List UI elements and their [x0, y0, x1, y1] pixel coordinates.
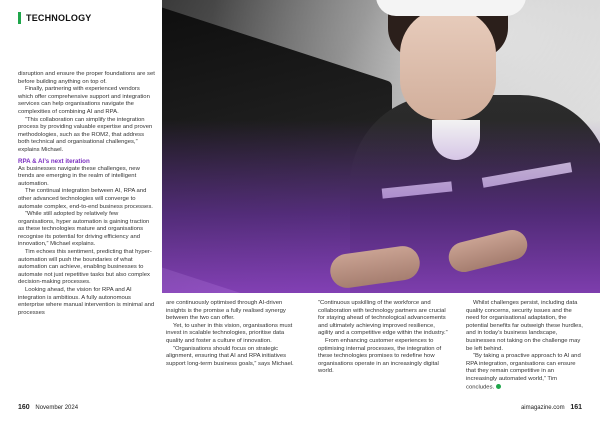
- paragraph: “While still adopted by relatively few organisations, hyper automation is gaining traction as these technologies mature and organisations recognise its potential for driving efficiency and innovation,” Michael explains.: [18, 211, 150, 248]
- paragraph: disruption and ensure the proper foundations are set before building anything on top of.: [18, 71, 155, 85]
- paragraph: As businesses navigate these challenges, new trends are emerging in the realm of intelligent automation.: [18, 165, 140, 187]
- paragraph: Looking ahead, the vision for RPA and AI integration is ambitious. A fully autonomous enterprise where manual intervention is minimal and processes: [18, 287, 155, 316]
- page-number-right: 161: [570, 404, 582, 411]
- end-of-article-icon: [496, 384, 501, 389]
- article-column-2: [166, 300, 296, 368]
- hero-photo: [162, 0, 600, 293]
- paragraph: “Organisations should focus on strategic alignment, ensuring that AI and RPA initiatives support long-term business goals,” says Michael.: [166, 345, 294, 367]
- article-column-1: [18, 71, 156, 317]
- article-column-3: [318, 300, 448, 376]
- paragraph: “This collaboration can simplify the integration process by providing valuable expertise and proven methodologies, such as the ROM2, that address both technical and organisational challenges,” explains Michael.: [18, 116, 153, 153]
- paragraph: are continuously optimised through AI-driven insights is the promise a fully realised synergy between the two can offer.: [166, 300, 286, 322]
- paragraph: From enhancing customer experiences to optimising internal processes, the integration of these technologies promises to redefine how organisations operate in an increasingly digital world.: [318, 337, 442, 375]
- paragraph: Finally, partnering with experienced vendors which offer comprehensive support and integration services can help organisations navigate the complexities of combining AI and RPA.: [18, 86, 150, 115]
- issue-date: November 2024: [35, 405, 79, 411]
- person-face-shape: [400, 8, 496, 120]
- paragraph: “Continuous upskilling of the workforce and collaboration with technology partners are crucial for staying ahead of technological advancements and ultimately achieving improved resilience, agility and a competitive edge within the industry.”: [318, 300, 448, 337]
- paragraph: Whilst challenges persist, including data quality concerns, security issues and the need for organisational adaptation, the potential benefits far outweigh these hurdles, and in today’s business landscape, businesses not taking on the challenge may be left behind.: [466, 300, 583, 352]
- section-accent-bar: [18, 12, 21, 24]
- paragraph: “By taking a proactive approach to AI and RPA integration, organisations can ensure that they remain competitive in an increasingly automated world,” Tim concludes.: [466, 353, 581, 391]
- site-url: aimagazine.com: [520, 405, 565, 411]
- paragraph: The continual integration between AI, RPA and other advanced technologies will converge to automate complex, end-to-end business processes.: [18, 188, 153, 210]
- footer-left: [18, 404, 78, 411]
- section-label: TECHNOLOGY: [26, 13, 92, 23]
- section-tag: [18, 12, 92, 24]
- article-column-4: [466, 300, 586, 392]
- paragraph: Yet, to usher in this vision, organisations must invest in scalable technologies, prioritise data quality and foster a culture of innovation.: [166, 322, 293, 344]
- paragraph: Tim echoes this sentiment, predicting that hyper-automation will push the boundaries of what automation can achieve, enabling businesses to automate not just repetitive tasks but also complex decision-making processes.: [18, 249, 152, 286]
- page-number-left: 160: [18, 404, 30, 411]
- footer-right: [521, 404, 582, 411]
- subheading: RPA & AI’s next iteration: [18, 157, 90, 165]
